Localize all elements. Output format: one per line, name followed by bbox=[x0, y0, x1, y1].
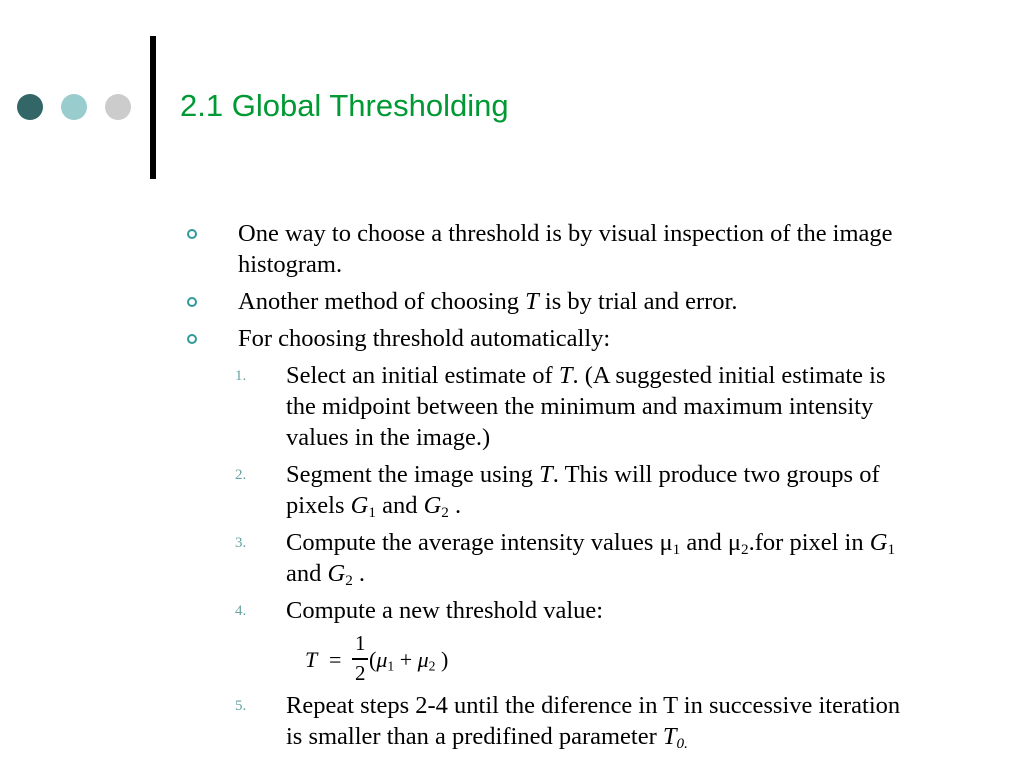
step-text: . bbox=[352, 560, 366, 587]
variable-T: T bbox=[539, 461, 553, 488]
formula-equals: = bbox=[329, 647, 342, 672]
step-text: Repeat steps 2-4 until the diference in T in successive iteration is smaller than a predifined parameter bbox=[286, 692, 901, 750]
bullet-ring-icon bbox=[187, 297, 197, 307]
title-divider-bar bbox=[150, 36, 156, 179]
formula-open-paren: ( bbox=[369, 647, 377, 672]
step-text: Segment the image using bbox=[286, 461, 540, 488]
step-text: Compute the average intensity values bbox=[286, 529, 660, 556]
step-item-3 bbox=[185, 527, 915, 589]
bullet-text-pre: Another method of choosing bbox=[238, 288, 526, 315]
threshold-formula bbox=[305, 632, 915, 684]
bullet-item bbox=[185, 218, 915, 280]
step-text: .for pixel in bbox=[748, 529, 870, 556]
bullet-ring-icon bbox=[187, 334, 197, 344]
slide-body bbox=[185, 218, 915, 758]
step-text: and bbox=[375, 492, 424, 519]
step-text: and bbox=[286, 560, 328, 587]
subscript: 2 bbox=[741, 540, 749, 558]
decorative-dot-light bbox=[105, 94, 131, 120]
subscript: 1 bbox=[887, 540, 896, 558]
bullet-text: For choosing threshold automatically: bbox=[238, 325, 611, 352]
step-text: . bbox=[448, 492, 462, 519]
bullet-item bbox=[185, 286, 915, 317]
variable-G: G bbox=[423, 492, 442, 519]
step-text: and bbox=[680, 529, 728, 556]
step-item-2 bbox=[185, 459, 915, 521]
subscript: 2 bbox=[345, 571, 353, 589]
step-item-5 bbox=[185, 690, 915, 752]
variable-T0: T bbox=[662, 723, 677, 750]
decorative-dot-mid bbox=[61, 94, 87, 120]
decorative-dot-dark bbox=[17, 94, 43, 120]
variable-G: G bbox=[327, 560, 346, 587]
formula-numerator: 1 bbox=[355, 631, 366, 655]
step-number: 4 . bbox=[235, 596, 246, 627]
bullet-text-post: is by trial and error. bbox=[538, 288, 738, 315]
variable-G: G bbox=[869, 529, 888, 556]
formula-plus: + bbox=[394, 647, 418, 672]
step-item-1 bbox=[185, 360, 915, 453]
step-number: 3 . bbox=[235, 528, 246, 559]
step-number: 5 . bbox=[235, 691, 246, 722]
subscript: 1 bbox=[368, 503, 376, 521]
formula-close-paren: ) bbox=[435, 647, 449, 672]
step-item-4 bbox=[185, 595, 915, 626]
step-text: Compute a new threshold value: bbox=[286, 597, 604, 624]
formula-lhs: T bbox=[305, 647, 318, 672]
formula-denominator: 2 bbox=[355, 661, 366, 685]
step-number: 1 . bbox=[235, 361, 246, 392]
variable-T: T bbox=[558, 362, 573, 389]
step-text: Select an initial estimate of bbox=[286, 362, 559, 389]
step-text: . This will produce two groups of pixels bbox=[286, 461, 880, 519]
bullet-item bbox=[185, 323, 915, 354]
subscript: 0. bbox=[676, 734, 688, 752]
symbol-mu: μ bbox=[417, 647, 429, 672]
subscript: 2 bbox=[441, 503, 449, 521]
symbol-mu: μ bbox=[659, 529, 673, 556]
step-text: . (A suggested initial estimate is the midpoint between the minimum and maximum intensity values in the image.) bbox=[286, 362, 886, 451]
subscript: 2 bbox=[428, 658, 436, 674]
variable-T: T bbox=[525, 288, 539, 315]
step-number: 2 . bbox=[235, 460, 246, 491]
bullet-text: One way to choose a threshold is by visual inspection of the image histogram. bbox=[238, 220, 893, 278]
formula-sum bbox=[369, 644, 448, 675]
variable-G: G bbox=[350, 492, 369, 519]
bullet-ring-icon bbox=[187, 229, 197, 239]
slide-title: 2.1 Global Thresholding bbox=[180, 88, 509, 123]
symbol-mu: μ bbox=[727, 529, 742, 556]
symbol-mu: μ bbox=[376, 647, 388, 672]
subscript: 1 bbox=[672, 540, 681, 558]
subscript: 1 bbox=[387, 658, 395, 674]
